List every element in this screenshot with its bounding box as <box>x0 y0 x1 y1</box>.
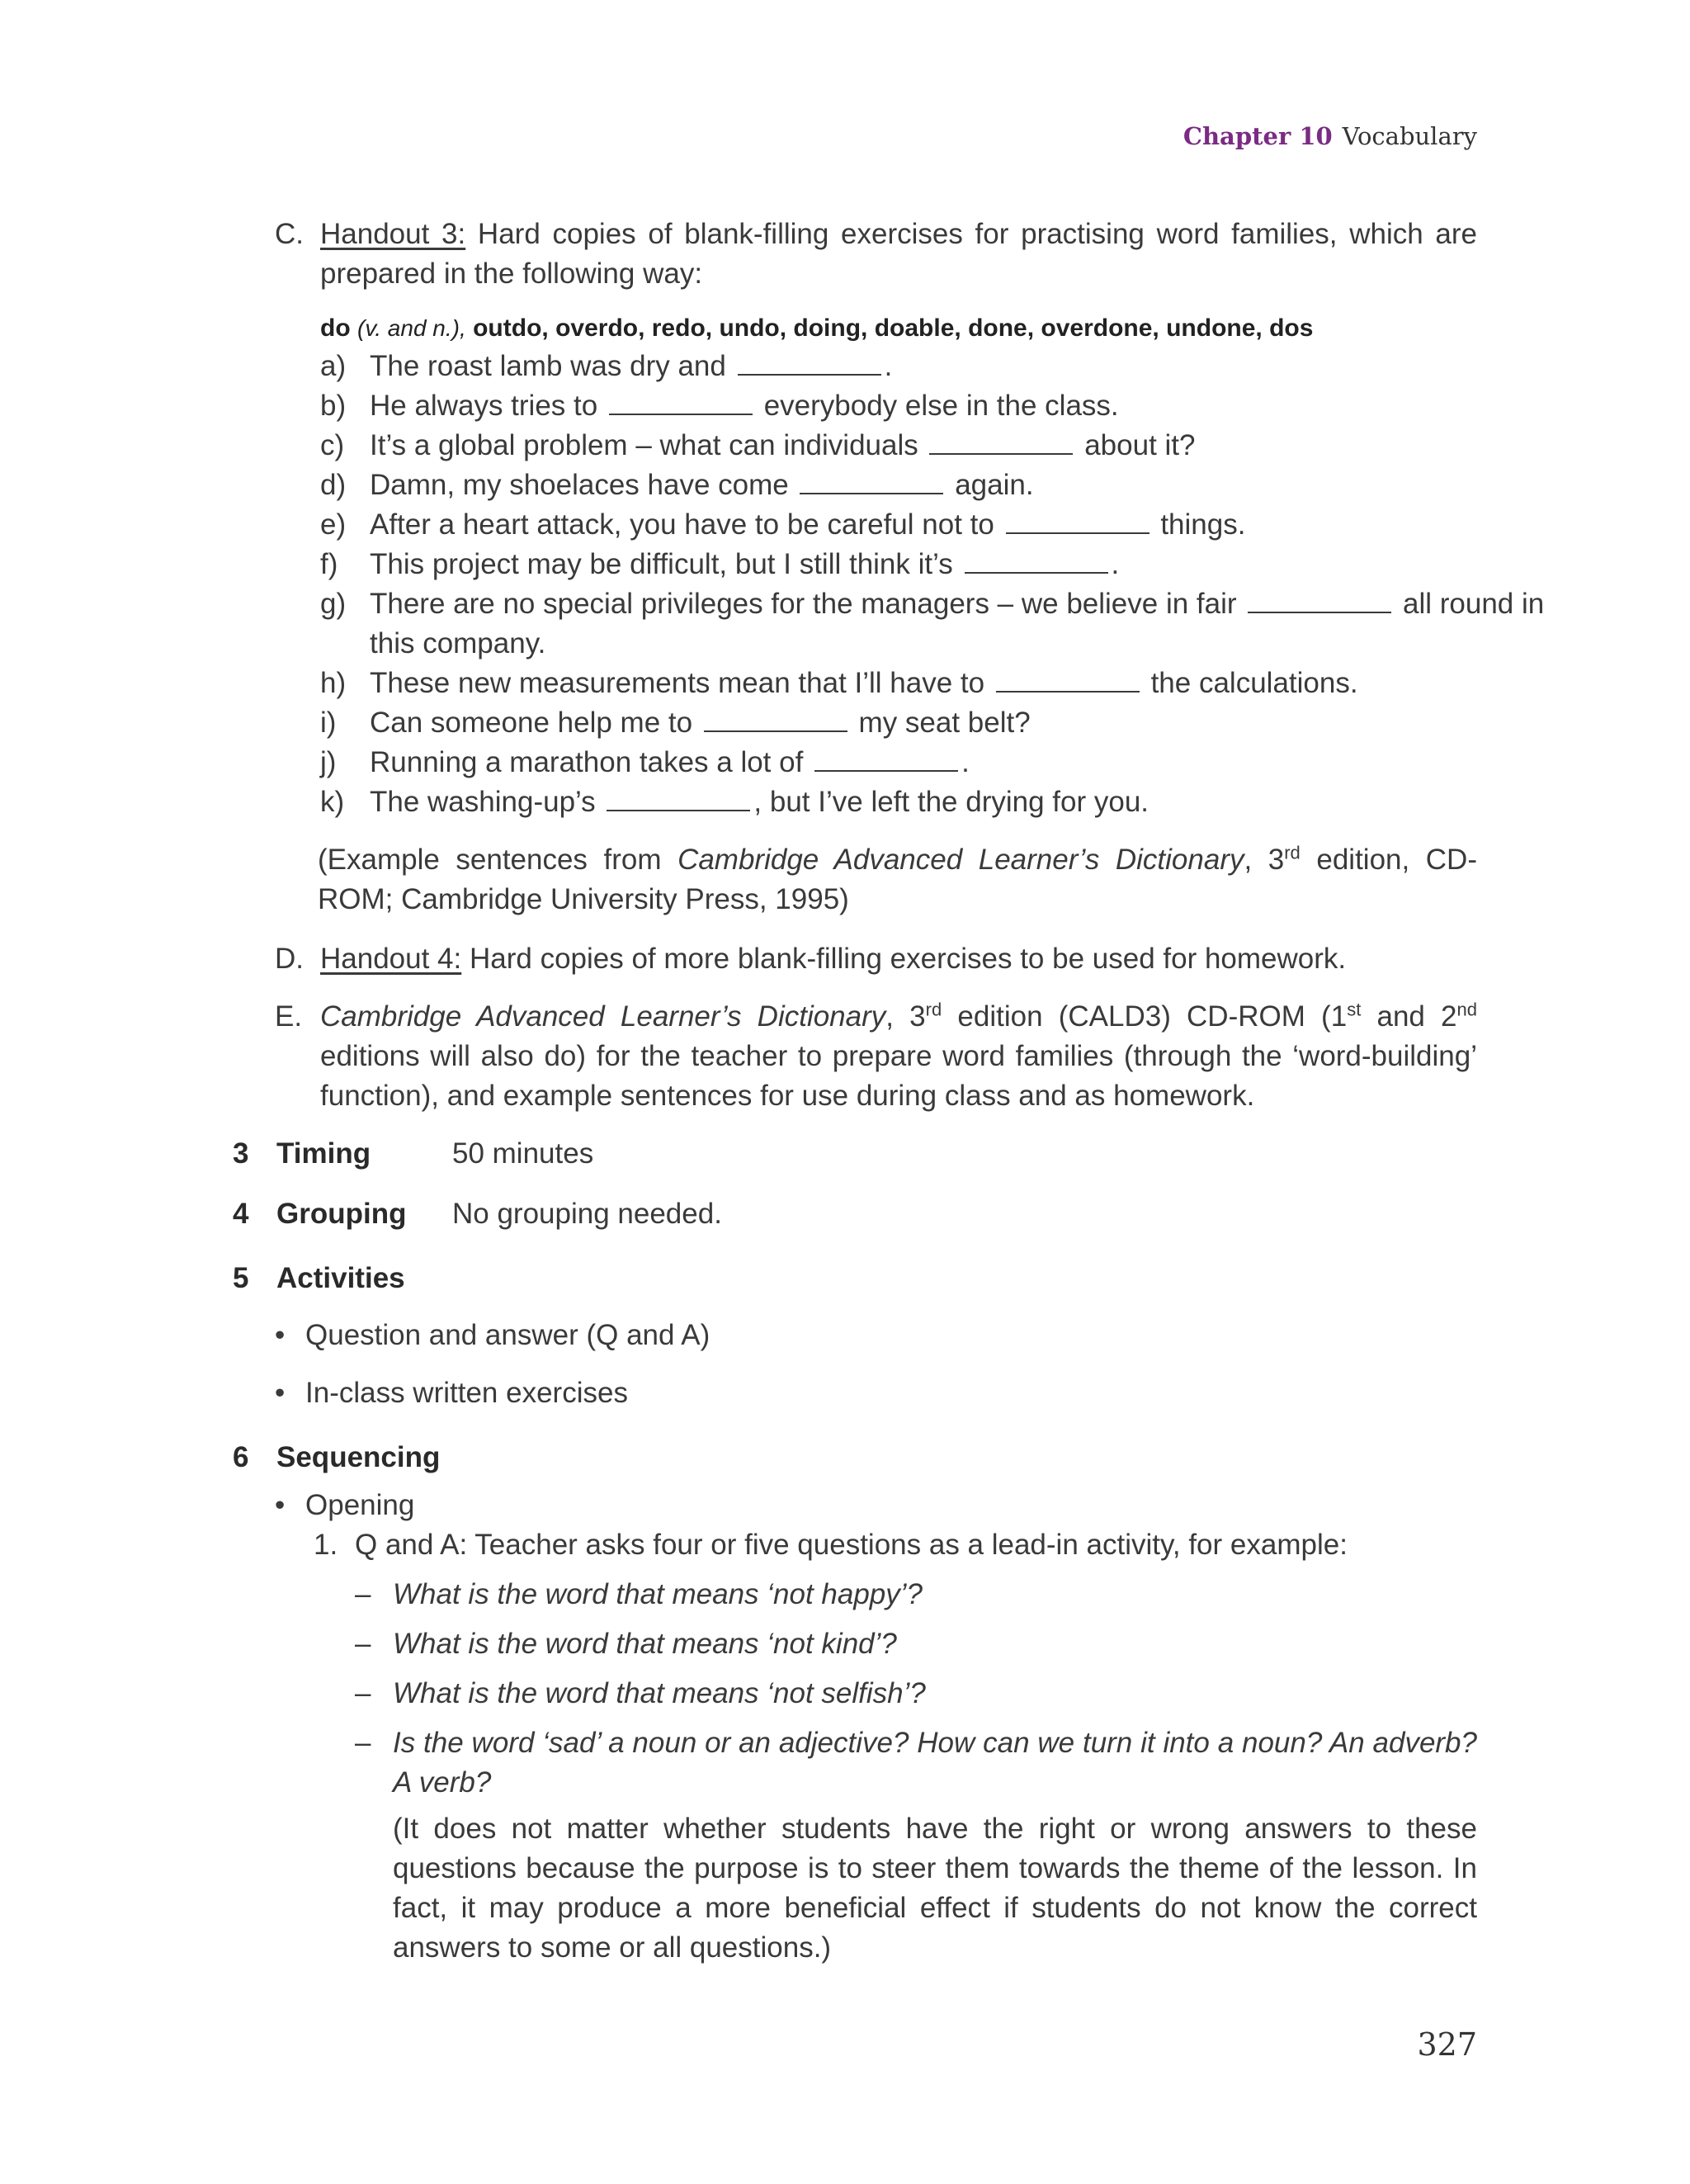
item-letter-e: E. <box>275 1000 303 1033</box>
exercise-item-continued <box>370 624 545 664</box>
exercise-text: Can someone help me to <box>370 707 693 739</box>
exercise-item <box>370 426 1196 466</box>
exercise-item <box>370 545 1119 584</box>
bullet-icon: • <box>275 1489 286 1521</box>
exercise-text-after: my seat belt? <box>858 707 1031 739</box>
exercise-label: i) <box>320 707 337 739</box>
exercise-text-after: . <box>1111 548 1120 580</box>
exercise-text: Damn, my shoelaces have come <box>370 469 789 501</box>
handout3-label: Handout 3: <box>320 218 466 250</box>
section-number: 6 <box>233 1441 249 1473</box>
item-letter-d: D. <box>275 943 304 975</box>
exercise-item <box>370 347 892 386</box>
source-post: edition, CD-ROM; Cambridge University Press, 1995) <box>318 844 1477 915</box>
exercise-item <box>370 703 1031 743</box>
example-source <box>318 840 1477 919</box>
section-heading-activities: Activities <box>276 1262 405 1294</box>
item-e-text: , 3 <box>885 1000 926 1033</box>
section-heading-timing: Timing <box>276 1137 371 1170</box>
exercise-item <box>370 505 1245 545</box>
exercise-label: h) <box>320 667 347 699</box>
handout4-label: Handout 4: <box>320 943 462 975</box>
exercise-text: After a heart attack, you have to be careful not to <box>370 508 994 541</box>
chapter-title: Vocabulary <box>1342 122 1477 150</box>
word-family-words: outdo, overdo, redo, undo, doing, doable, done, overdone, undone, dos <box>473 314 1314 342</box>
section-heading-sequencing: Sequencing <box>276 1441 441 1473</box>
exercise-text-after: . <box>884 350 893 382</box>
grouping-value: No grouping needed. <box>452 1198 722 1230</box>
exercise-text: Running a marathon takes a lot of <box>370 746 804 778</box>
exercise-label: a) <box>320 350 347 382</box>
exercise-label: b) <box>320 390 347 422</box>
exercise-item <box>370 743 970 782</box>
handout3-text: Hard copies of blank-filling exercises for practising word families, which are prepared in the following way: <box>320 218 1477 290</box>
blank-line <box>965 547 1108 574</box>
blank-line <box>1248 587 1391 613</box>
lead-in-question: What is the word that means ‘not happy’? <box>393 1578 923 1610</box>
section-number: 3 <box>233 1137 249 1170</box>
source-title: Cambridge Advanced Learner’s Dictionary <box>677 844 1244 876</box>
exercise-label: k) <box>320 786 345 818</box>
exercise-label: c) <box>320 429 345 461</box>
item-e-sup: st <box>1347 999 1362 1020</box>
exercise-text: These new measurements mean that I’ll have to <box>370 667 985 699</box>
exercise-text-after: again. <box>955 469 1034 501</box>
item-e-text: editions will also do) for the teacher to prepare word families (through the ‘word-building’ function), and example sentences for use during class and as homework. <box>320 1040 1477 1112</box>
exercise-item <box>370 584 1544 624</box>
dash-icon: – <box>355 1727 371 1759</box>
blank-line <box>609 389 753 415</box>
item-e-text: edition (CALD3) CD-ROM (1 <box>942 1000 1348 1033</box>
lead-in-question: What is the word that means ‘not selfish’? <box>393 1677 926 1709</box>
exercise-text: this company. <box>370 627 546 659</box>
sequencing-note: (It does not matter whether students have the right or wrong answers to these questions because the purpose is to steer them towards the theme of the lesson. In fact, it may produce a more beneficial effect if students do not know the correct answers to some or all questions.) <box>393 1813 1477 1964</box>
section-heading-grouping: Grouping <box>276 1198 407 1230</box>
exercise-item <box>370 386 1119 426</box>
exercise-text: It’s a global problem – what can individuals <box>370 429 918 461</box>
exercise-label: d) <box>320 469 347 501</box>
blank-line <box>814 745 958 772</box>
lead-in-question: Is the word ‘sad’ a noun or an adjective? How can we turn it into a noun? An adverb? A verb? <box>393 1727 1477 1799</box>
source-pre: (Example sentences from <box>318 844 662 876</box>
handout4-text: Hard copies of more blank-filling exercises to be used for homework. <box>469 943 1347 975</box>
exercise-text-after: things. <box>1160 508 1246 541</box>
exercise-text-after: all round in <box>1403 588 1545 620</box>
bullet-icon: • <box>275 1377 286 1409</box>
section-number: 4 <box>233 1198 249 1230</box>
blank-line <box>607 785 750 811</box>
exercise-text: There are no special privileges for the managers – we believe in fair <box>370 588 1237 620</box>
running-head <box>1183 122 1477 150</box>
blank-line <box>738 349 881 376</box>
exercise-item <box>370 466 1034 505</box>
timing-value: 50 minutes <box>452 1137 594 1170</box>
exercise-label: g) <box>320 588 347 620</box>
dash-icon: – <box>355 1628 371 1660</box>
source-edition: , 3 <box>1244 844 1285 876</box>
activity-item: In-class written exercises <box>305 1377 628 1409</box>
blank-line <box>996 666 1140 693</box>
sequencing-opening: Opening <box>305 1489 415 1521</box>
item-e-sup: nd <box>1456 999 1478 1020</box>
item-letter-c: C. <box>275 218 304 250</box>
word-family <box>320 312 1313 345</box>
source-sup: rd <box>1284 842 1301 863</box>
lead-in-question: What is the word that means ‘not kind’? <box>393 1628 897 1660</box>
exercise-label: j) <box>320 746 337 778</box>
exercise-text: This project may be difficult, but I still think it’s <box>370 548 953 580</box>
exercise-text-after: everybody else in the class. <box>763 390 1119 422</box>
exercise-label: e) <box>320 508 347 541</box>
exercise-label: f) <box>320 548 338 580</box>
exercise-text: The washing-up’s <box>370 786 596 818</box>
item-e-sup: rd <box>925 999 942 1020</box>
dictionary-title: Cambridge Advanced Learner’s Dictionary <box>320 1000 886 1033</box>
exercise-text-after: the calculations. <box>1150 667 1358 699</box>
blank-line <box>704 706 847 732</box>
page-number: 327 <box>1417 2026 1477 2063</box>
blank-line <box>800 468 943 494</box>
word-family-pos: (v. and n.), <box>357 315 466 341</box>
exercise-text-after: . <box>961 746 970 778</box>
dash-icon: – <box>355 1578 371 1610</box>
bullet-icon: • <box>275 1319 286 1351</box>
word-family-head: do <box>320 314 351 342</box>
blank-line <box>1006 508 1149 534</box>
activity-item: Question and answer (Q and A) <box>305 1319 710 1351</box>
exercise-item <box>370 664 1358 703</box>
chapter-number: Chapter 10 <box>1183 122 1333 150</box>
exercise-text-after: , but I’ve left the drying for you. <box>753 786 1149 818</box>
step-text: Q and A: Teacher asks four or five questions as a lead-in activity, for example: <box>355 1529 1348 1561</box>
exercise-text-after: about it? <box>1084 429 1196 461</box>
item-e-description <box>320 997 1477 1116</box>
section-number: 5 <box>233 1262 249 1294</box>
exercise-text: He always tries to <box>370 390 598 422</box>
blank-line <box>929 428 1073 455</box>
handout4-description <box>320 939 1477 979</box>
item-e-text: and 2 <box>1361 1000 1457 1033</box>
handout3-description <box>320 215 1477 294</box>
exercise-item <box>370 782 1149 822</box>
dash-icon: – <box>355 1677 371 1709</box>
exercise-text: The roast lamb was dry and <box>370 350 726 382</box>
step-number: 1. <box>314 1529 338 1561</box>
